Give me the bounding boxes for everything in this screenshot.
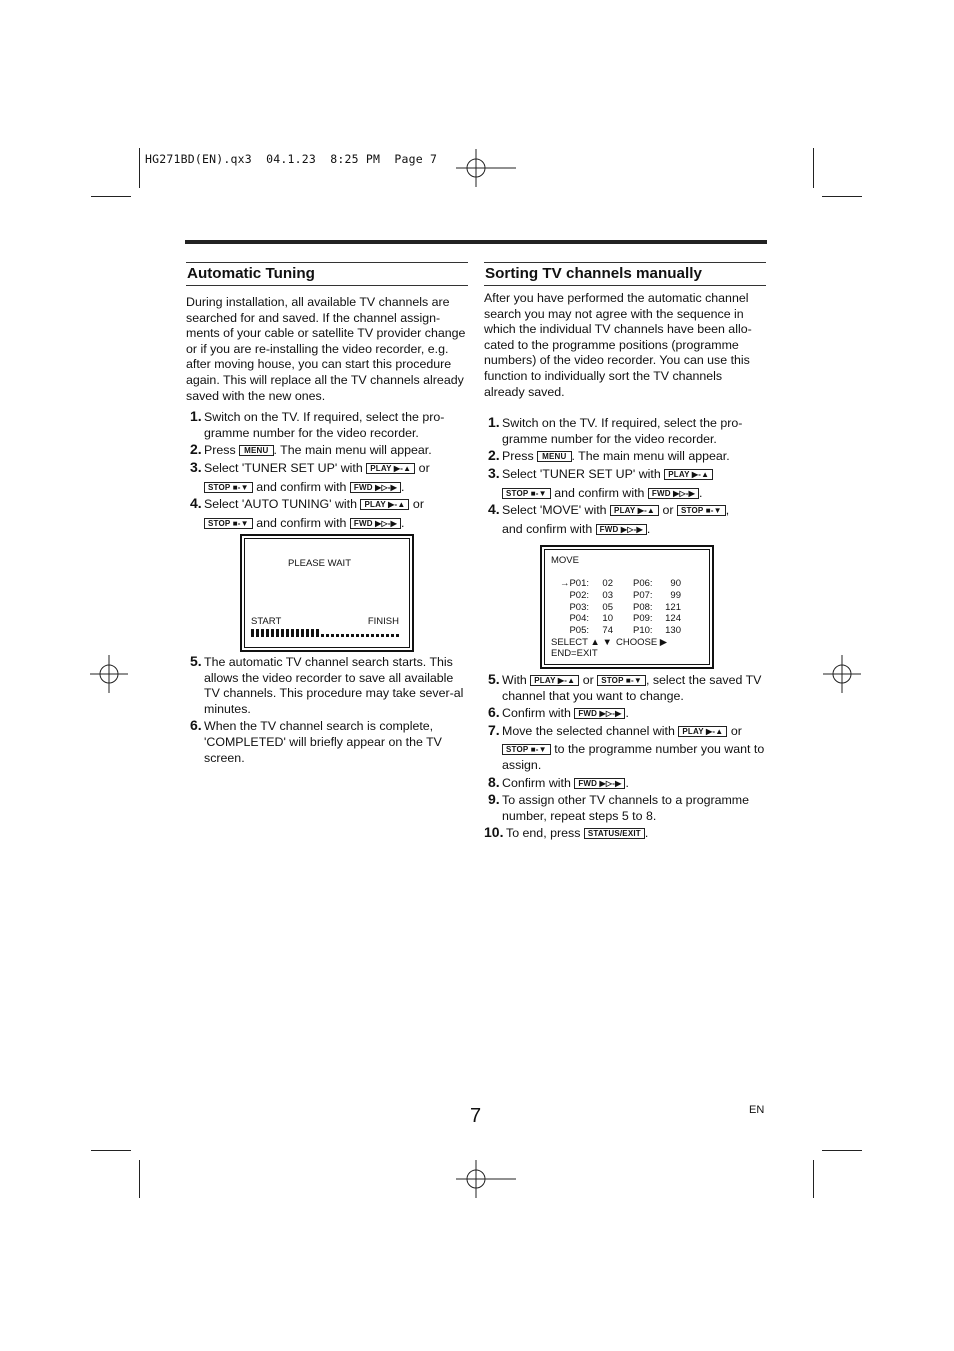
step-10: 10. To end, press STATUS/EXIT . [484, 824, 649, 841]
intro-paragraph: During installation, all available TV channels are searched for and saved. If the channel assign-ments of your cable or satellite TV provider change or if you are re-installing the video recorder, e.g. after moving house, you can start this procedure again. This will replace all the TV channels already saved with the new ones. [186, 295, 466, 403]
play-key: PLAY ▶-▲ [678, 726, 727, 737]
progress-segment-empty [396, 634, 399, 637]
step-text: or [662, 503, 674, 518]
step-number: 3. [190, 458, 202, 475]
step-text: To assign other TV channels to a programme number, repeat steps 5 to 8. [502, 793, 750, 823]
play-key: PLAY ▶-▲ [610, 505, 659, 516]
step-number: 6. [190, 717, 202, 734]
list-item: P06: 90 [633, 578, 681, 589]
step-text: Switch on the TV. If required, select the pro-gramme number for the video recorder. [204, 410, 445, 440]
menu-key: MENU [537, 451, 571, 462]
registration-mark-top [456, 149, 516, 187]
progress-segment-filled [256, 629, 259, 637]
step-text: , select the saved TV channel that you want to change. [502, 673, 762, 703]
step-2 [186, 443, 468, 459]
step-text: Move the selected channel with [502, 723, 675, 738]
automatic-tuning-section [186, 262, 468, 533]
list-item: P08: 121 [633, 601, 681, 613]
list-item: P04: 10 [569, 613, 613, 625]
step-text: Press [502, 449, 534, 464]
fwd-key: FWD ▶▷-▶ [648, 488, 699, 499]
step-number: 5. [190, 653, 202, 669]
step-4: 4. Select 'MOVE' with PLAY ▶-▲ or STOP ■-▼ , and confirm with FWD ▶▷-▶ . [488, 501, 730, 536]
step-number: 1. [190, 408, 202, 425]
intro-paragraph: After you have performed the automatic channel search you may not agree with the sequence in which the individual TV channels have been allo-cated to the programme positions (programme numbers) of the video recorder. You can use this function to individually sort the TV channels already saved. [484, 291, 752, 399]
fwd-key: FWD ▶▷-▶ [350, 518, 401, 529]
sorting-section [484, 262, 766, 539]
progress-segment-filled [271, 629, 274, 637]
step-5 [484, 673, 766, 704]
stop-key: STOP ■-▼ [502, 744, 551, 755]
step-text: and confirm with [256, 479, 347, 494]
step-text: Switch on the TV. If required, select the pro-gramme number for the video recorder. [502, 416, 743, 446]
fwd-key: FWD ▶▷-▶ [574, 778, 625, 789]
step-text: With [502, 673, 527, 687]
progress-segment-filled [286, 629, 289, 637]
progress-bar [251, 629, 399, 637]
list-item: →P01: 02 [559, 578, 613, 589]
stop-key: STOP ■-▼ [204, 518, 253, 529]
progress-segment-empty [341, 634, 344, 637]
list-item: P03: 05 [569, 601, 613, 613]
stop-key: STOP ■-▼ [677, 505, 726, 516]
stop-key: STOP ■-▼ [204, 482, 253, 493]
progress-segment-empty [356, 634, 359, 637]
status-exit-key: STATUS/EXIT [584, 828, 645, 839]
step-text: and confirm with [502, 521, 593, 536]
progress-segment-empty [366, 634, 369, 637]
list-item: P09: 124 [633, 613, 681, 625]
screen-end-hint: END=EXIT [551, 648, 598, 659]
step-text: The automatic TV channel search starts. This allows the video recorder to save all available TV channels. This procedure may take sever-al minutes. [204, 655, 464, 716]
progress-segment-empty [361, 634, 364, 637]
step-8: 8. Confirm with FWD ▶▷-▶ . [488, 773, 629, 790]
play-key: PLAY ▶-▲ [366, 463, 415, 474]
print-slug: HG271BD(EN).qx3 04.1.23 8:25 PM Page 7 [145, 152, 438, 166]
progress-segment-empty [371, 634, 374, 637]
registration-mark-bottom [456, 1160, 516, 1198]
step-4: 4. Select 'AUTO TUNING' with PLAY ▶-▲ or STOP ■-▼ and confirm with FWD ▶▷-▶ . [190, 495, 424, 530]
screen-select-hint: SELECT ▲ ▼ [551, 637, 612, 648]
step-text: Confirm with [502, 775, 571, 790]
step-1 [484, 416, 766, 447]
tv-screen-move [540, 545, 714, 669]
step-number: 2. [488, 447, 500, 464]
progress-segment-filled [296, 629, 299, 637]
step-text: Select 'MOVE' with [502, 503, 607, 518]
fwd-key: FWD ▶▷-▶ [350, 482, 401, 493]
step-text: Confirm with [502, 706, 571, 721]
step-number: 8. [488, 773, 500, 790]
progress-segment-empty [331, 634, 334, 637]
header-rule [185, 240, 767, 244]
screen-start-label: START [251, 616, 282, 627]
step-number: 7. [488, 721, 500, 738]
play-key: PLAY ▶-▲ [360, 499, 409, 510]
automatic-tuning-steps-continued [186, 655, 468, 768]
step-3: 3. Select 'TUNER SET UP' with PLAY ▶-▲ STOP ■-▼ and confirm with FWD ▶▷-▶ . [484, 467, 766, 501]
progress-segment-filled [276, 629, 279, 637]
progress-segment-filled [291, 629, 294, 637]
progress-segment-empty [391, 634, 394, 637]
progress-segment-filled [261, 629, 264, 637]
page-number: 7 [470, 1105, 482, 1127]
step-7 [484, 721, 766, 774]
play-key: PLAY ▶-▲ [664, 469, 713, 480]
progress-segment-filled [266, 629, 269, 637]
step-text: or [418, 460, 430, 475]
list-item: P10: 130 [633, 625, 681, 637]
step-number: 3. [488, 464, 500, 481]
progress-segment-filled [306, 629, 309, 637]
stop-key: STOP ■-▼ [502, 488, 551, 499]
step-text: . The main menu will appear. [571, 449, 730, 464]
progress-segment-empty [381, 634, 384, 637]
registration-mark-right [823, 655, 861, 693]
screen-title: MOVE [551, 555, 579, 566]
step-number: 4. [190, 495, 202, 512]
channel-list-left [551, 578, 613, 637]
step-text: and confirm with [256, 515, 347, 530]
step-number: 5. [488, 671, 500, 687]
progress-segment-empty [376, 634, 379, 637]
step-text: . The main menu will appear. [273, 443, 432, 458]
step-number: 4. [488, 501, 500, 518]
step-6 [186, 719, 468, 766]
step-text: When the TV channel search is complete, 'COMPLETED' will briefly appear on the TV screen. [204, 719, 442, 765]
step-9 [484, 793, 766, 824]
registration-mark-left [90, 655, 128, 693]
sorting-steps-continued [484, 673, 766, 844]
step-number: 9. [488, 791, 500, 808]
screen-message: PLEASE WAIT [288, 558, 351, 569]
progress-segment-empty [386, 634, 389, 637]
screen-choose-hint: CHOOSE ▶ [616, 637, 668, 648]
step-5 [186, 655, 468, 717]
step-text: and confirm with [554, 485, 645, 500]
section-title: Sorting TV channels manually [484, 262, 766, 286]
progress-segment-empty [321, 634, 324, 637]
step-6: 6. Confirm with FWD ▶▷-▶ . [488, 704, 629, 721]
progress-segment-empty [336, 634, 339, 637]
progress-segment-filled [311, 629, 314, 637]
fwd-key: FWD ▶▷-▶ [596, 524, 647, 535]
step-text: Select 'TUNER SET UP' with [204, 460, 363, 475]
step-text: Select 'AUTO TUNING' with [204, 497, 357, 512]
step-number: 1. [488, 414, 500, 431]
step-2 [484, 449, 766, 465]
step-text: or [730, 723, 742, 738]
menu-key: MENU [239, 445, 273, 456]
step-text: Press [204, 443, 236, 458]
progress-segment-empty [326, 634, 329, 637]
list-item: P07: 99 [633, 589, 681, 601]
play-key: PLAY ▶-▲ [530, 675, 579, 686]
progress-segment-filled [316, 629, 319, 637]
step-number: 10. [484, 824, 504, 841]
stop-key: STOP ■-▼ [597, 675, 646, 686]
step-text: or [412, 497, 424, 512]
progress-segment-empty [346, 634, 349, 637]
step-3: 3. Select 'TUNER SET UP' with PLAY ▶-▲ or STOP ■-▼ and confirm with FWD ▶▷-▶ . [190, 458, 430, 494]
screen-finish-label: FINISH [367, 616, 399, 627]
progress-segment-filled [281, 629, 284, 637]
tv-screen-auto-tuning [240, 534, 414, 652]
progress-segment-filled [301, 629, 304, 637]
language-code: EN [749, 1104, 765, 1116]
fwd-key: FWD ▶▷-▶ [574, 708, 625, 719]
list-item: P02: 03 [569, 589, 613, 601]
section-title: Automatic Tuning [186, 262, 468, 286]
step-number: 2. [190, 441, 202, 458]
progress-segment-filled [251, 629, 254, 637]
step-number: 6. [488, 704, 500, 721]
step-1 [186, 410, 468, 441]
step-text: To end, press [506, 826, 581, 841]
list-item: P05: 74 [569, 625, 613, 637]
step-text: to the programme number you want to assign. [502, 742, 765, 772]
step-text: or [582, 673, 594, 687]
channel-list-right [633, 578, 681, 637]
step-text: Select 'TUNER SET UP' with [502, 466, 661, 481]
progress-segment-empty [351, 634, 354, 637]
